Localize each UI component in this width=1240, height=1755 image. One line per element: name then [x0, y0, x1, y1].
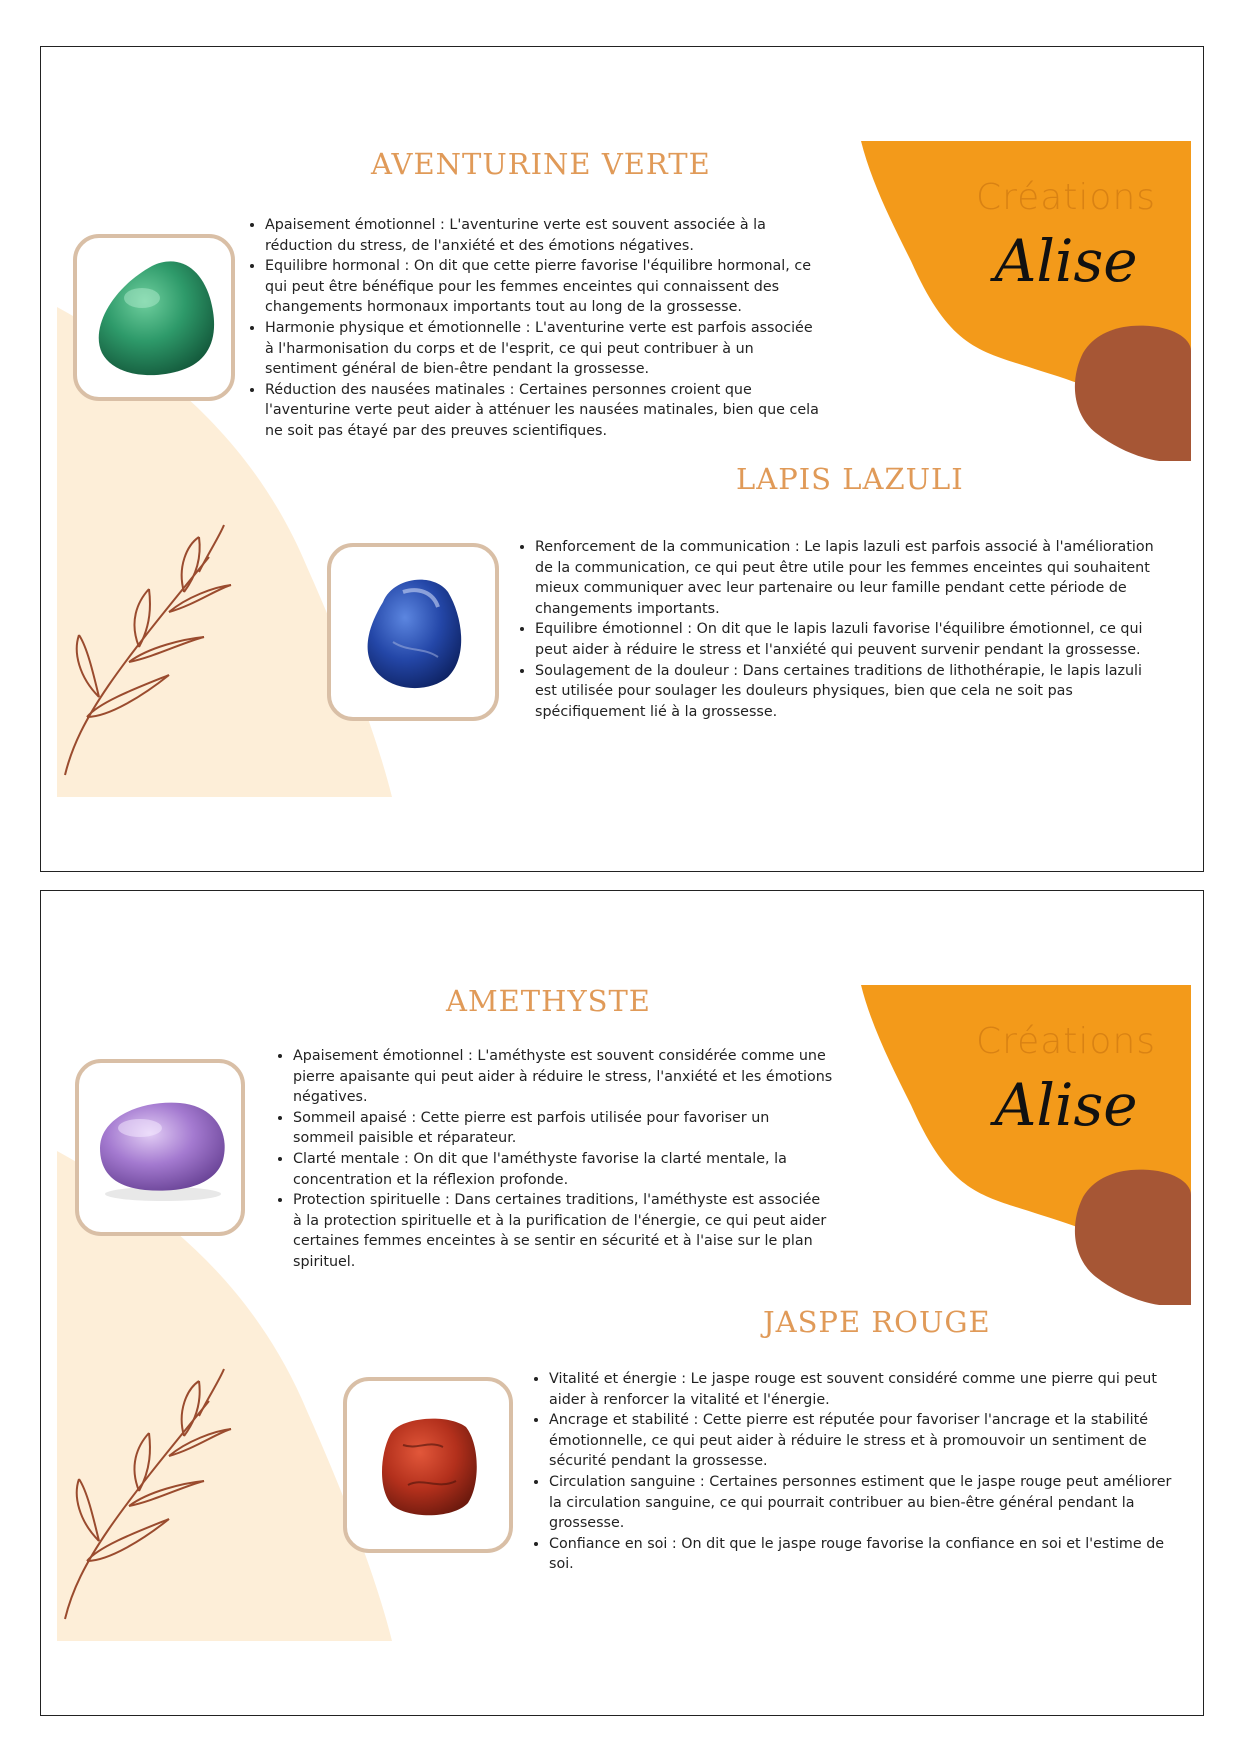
- list-item: • Apaisement émotionnel : L'améthyste est souvent considérée comme une pierre apaisante qui peut aider à réduire le stress, l'anxiété et les émotions négatives.: [293, 1046, 833, 1108]
- amethyst-stone-icon: [85, 1088, 235, 1208]
- red-jasper-stone-icon: [368, 1405, 488, 1525]
- stone-image-frame: [327, 543, 499, 721]
- brand-logo-text: Alise: [994, 1071, 1138, 1139]
- section-title: AVENTURINE VERTE: [371, 147, 711, 181]
- list-item: • Clarté mentale : On dit que l'améthyste favorise la clarté mentale, la concentration et la réflexion profonde.: [293, 1149, 833, 1190]
- list-item: • Confiance en soi : On dit que le jaspe rouge favorise la confiance en soi et l'estime de soi.: [549, 1534, 1174, 1575]
- list-item: • Vitalité et énergie : Le jaspe rouge est souvent considéré comme une pierre qui peut aider à renforcer la vitalité et l'énergie.: [549, 1369, 1174, 1410]
- bullet-list: [529, 1369, 1174, 1575]
- list-item: • Renforcement de la communication : Le lapis lazuli est parfois associé à l'amélioration de la communication, ce qui peut être utile pour les femmes enceintes qui souhaitent mieux communiquer avec leur partenaire ou leur famille pendant cette période de changements importants.: [535, 537, 1155, 619]
- list-item: • Protection spirituelle : Dans certaines traditions, l'améthyste est associée à la protection spirituelle et à la purification de l'énergie, ce qui peut aider certaines femmes enceintes à se sentir en sécurité et à l'aise sur le plan spirituel.: [293, 1190, 833, 1272]
- list-item: • Circulation sanguine : Certaines personnes estiment que le jaspe rouge peut améliorer la circulation sanguine, ce qui pourrait contribuer au bien-être général pendant la grossesse.: [549, 1472, 1174, 1534]
- leaf-branch-icon: [59, 1361, 239, 1621]
- list-item: • Apaisement émotionnel : L'aventurine verte est souvent associée à la réduction du stress, de l'anxiété et des émotions négatives.: [265, 215, 825, 256]
- section-title: LAPIS LAZULI: [736, 462, 964, 496]
- brand-line-1: Créations: [975, 177, 1157, 218]
- bullet-list: [245, 215, 825, 442]
- stone-image-frame: [73, 234, 235, 401]
- green-aventurine-stone-icon: [82, 248, 227, 388]
- stone-card-1: [40, 46, 1204, 872]
- list-item: • Equilibre hormonal : On dit que cette pierre favorise l'équilibre hormonal, ce qui peut être bénéfique pour les femmes enceintes qui connaissent des changements hormonaux importants tout au long de la grossesse.: [265, 256, 825, 318]
- section-title: JASPE ROUGE: [763, 1305, 991, 1339]
- list-item: • Réduction des nausées matinales : Certaines personnes croient que l'aventurine verte peut aider à atténuer les nausées matinales, bien que cela ne soit pas étayé par des preuves scientifiques.: [265, 380, 825, 442]
- bullet-list: [273, 1046, 833, 1273]
- list-item: • Equilibre émotionnel : On dit que le lapis lazuli favorise l'équilibre émotionnel, ce qui peut aider à réduire le stress et l'anxiété qui peuvent survenir pendant la grossesse.: [535, 619, 1155, 660]
- list-item: • Ancrage et stabilité : Cette pierre est réputée pour favoriser l'ancrage et la stabilité émotionnelle, ce qui peut aider à réduire le stress et à promouvoir un sentiment de sécurité pendant la grossesse.: [549, 1410, 1174, 1472]
- list-item: • Harmonie physique et émotionnelle : L'aventurine verte est parfois associée à l'harmonisation du corps et de l'esprit, ce qui peut contribuer à un sentiment général de bien-être pendant la grossesse.: [265, 318, 825, 380]
- brand-line-1: Créations: [975, 1021, 1157, 1062]
- stone-image-frame: [343, 1377, 513, 1553]
- bullet-list: [515, 537, 1155, 722]
- list-item: • Sommeil apaisé : Cette pierre est parfois utilisée pour favoriser un sommeil paisible et réparateur.: [293, 1108, 833, 1149]
- stone-card-2: [40, 890, 1204, 1716]
- section-title: AMETHYSTE: [446, 984, 651, 1018]
- leaf-branch-icon: [59, 517, 239, 777]
- brand-logo-text: Alise: [994, 227, 1138, 295]
- lapis-lazuli-stone-icon: [353, 562, 473, 702]
- list-item: • Soulagement de la douleur : Dans certaines traditions de lithothérapie, le lapis lazuli est utilisée pour soulager les douleurs physiques, bien que cela ne soit pas spécifiquement lié à la grossesse.: [535, 661, 1155, 723]
- stone-image-frame: [75, 1059, 245, 1236]
